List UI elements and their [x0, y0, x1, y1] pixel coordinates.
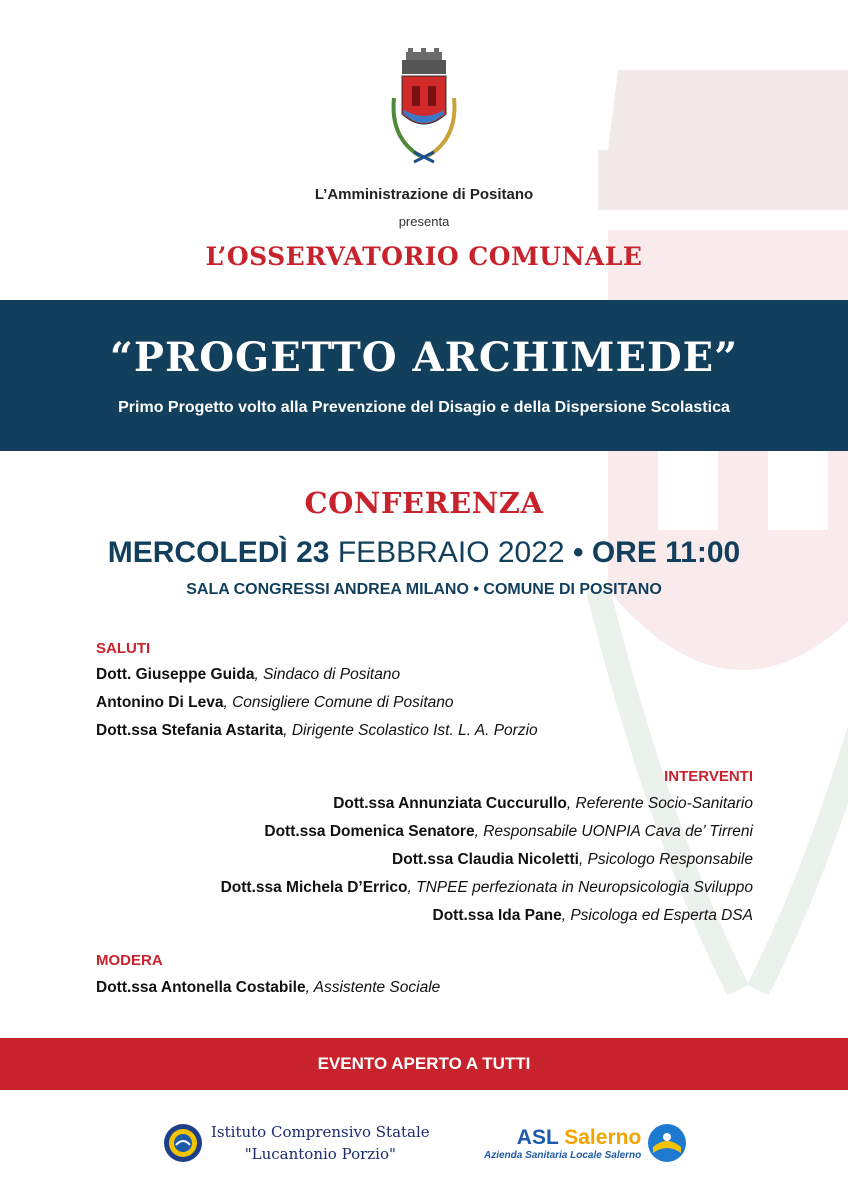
interventi-speaker [264, 823, 753, 841]
speaker-role: , Assistente Sociale [305, 979, 441, 996]
speaker-role: , Dirigente Scolastico Ist. L. A. Porzio [283, 722, 538, 739]
asl-brand-part1: ASL [516, 1125, 559, 1149]
speaker-role: , Sindaco di Positano [254, 666, 401, 683]
speaker-name: Dott.ssa Ida Pane [432, 907, 562, 924]
speaker-name: Dott.ssa Antonella Costabile [96, 979, 306, 996]
interventi-speaker [433, 907, 754, 925]
saluti-heading: SALUTI [96, 640, 151, 657]
event-separator: • [572, 536, 584, 569]
event-venue: SALA CONGRESSI ANDREA MILANO • COMUNE DI POSITANO [186, 581, 662, 598]
speaker-role: , Consigliere Comune di Positano [223, 694, 454, 711]
event-time: ORE 11:00 [591, 536, 741, 569]
speaker-name: Dott.ssa Claudia Nicoletti [392, 851, 579, 868]
speaker-name: Dott.ssa Domenica Senatore [264, 823, 475, 840]
speaker-role: , Referente Socio-Sanitario [566, 795, 753, 812]
speaker-name: Dott.ssa Annunziata Cuccurullo [333, 795, 567, 812]
speaker-name: Antonino Di Leva [96, 694, 224, 711]
interventi-speaker [333, 795, 753, 813]
speaker-role: , Responsabile UONPIA Cava de’ Tirreni [474, 823, 753, 840]
speaker-role: , Psicologo Responsabile [578, 851, 753, 868]
saluti-speaker [96, 694, 454, 712]
asl-description: Azienda Sanitaria Locale Salerno [484, 1149, 642, 1161]
school-partner [163, 1118, 430, 1168]
school-line-2: "Lucantonio Porzio" [244, 1145, 396, 1163]
saluti-speaker [96, 666, 400, 684]
organizer-title: L’OSSERVATORIO COMUNALE [205, 242, 643, 271]
modera-speaker [96, 979, 440, 997]
interventi-heading: INTERVENTI [664, 768, 753, 785]
administration-line: L’Amministrazione di Positano [314, 186, 534, 203]
asl-wordmark [484, 1126, 641, 1161]
project-title: “PROGETTO ARCHIMEDE” [109, 334, 739, 381]
interventi-speaker [221, 879, 753, 897]
event-month-year: FEBBRAIO 2022 [337, 536, 565, 569]
school-seal-icon [163, 1123, 203, 1163]
open-event-banner: EVENTO APERTO A TUTTI [0, 1038, 848, 1090]
school-line-1: Istituto Comprensivo Statale [211, 1123, 430, 1141]
project-subtitle: Primo Progetto volto alla Prevenzione del Disagio e della Dispersione Scolastica [118, 399, 730, 416]
interventi-speaker [392, 851, 753, 869]
speaker-name: Dott. Giuseppe Guida [96, 666, 255, 683]
positano-crest-icon [384, 48, 464, 166]
modera-heading: MODERA [96, 952, 163, 969]
speaker-role: , TNPEE perfezionata in Neuropsicologia Sviluppo [407, 879, 753, 896]
speaker-name: Dott.ssa Michela D’Errico [220, 879, 408, 896]
asl-salerno-logo-icon [647, 1123, 687, 1163]
asl-partner [484, 1118, 687, 1168]
event-weekday-day: MERCOLEDÌ 23 [107, 536, 330, 569]
event-type: CONFERENZA [304, 486, 544, 520]
asl-brand-part2: Salerno [564, 1125, 642, 1149]
speaker-name: Dott.ssa Stefania Astarita [96, 722, 284, 739]
event-datetime [0, 536, 848, 570]
speaker-role: , Psicologa ed Esperta DSA [561, 907, 753, 924]
presents-line: presenta [398, 214, 450, 229]
asl-brand [484, 1126, 641, 1150]
project-banner [0, 300, 848, 451]
school-name [211, 1121, 430, 1165]
saluti-speaker [96, 722, 538, 740]
